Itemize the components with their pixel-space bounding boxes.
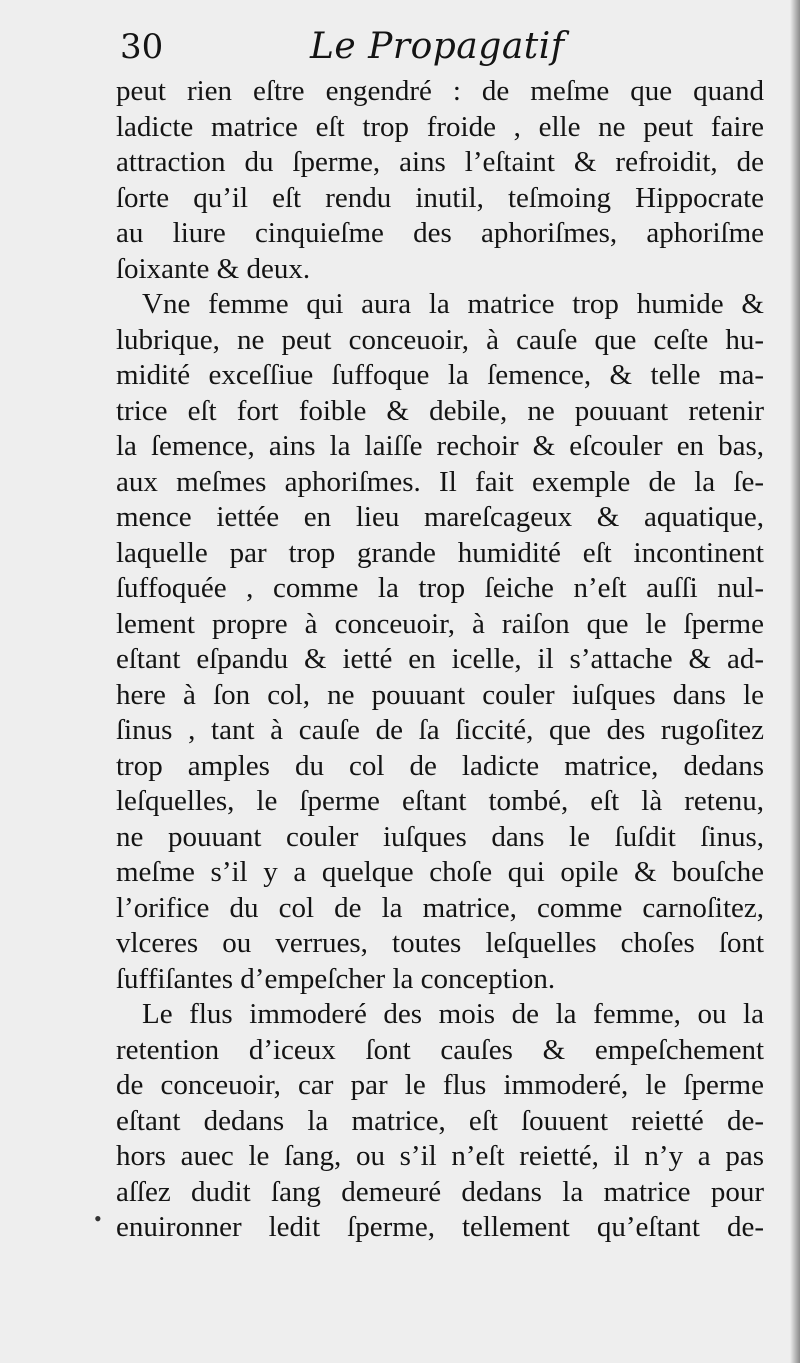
text-line: retention d’iceux ſont cauſes & empeſchement bbox=[116, 1033, 764, 1066]
text-line: ſinus , tant à cauſe de ſa ſiccité, que des rugoſitez bbox=[116, 714, 764, 746]
text-line: attraction du ſperme, ains l’eſtaint & refroidit, de bbox=[116, 146, 764, 178]
text-line: au liure cinquieſme des aphoriſmes, aphoriſme bbox=[116, 217, 764, 249]
margin-mark: • bbox=[94, 1206, 102, 1231]
text-line: laquelle par trop grande humidité eſt incontinent bbox=[116, 536, 764, 569]
text-line: lubrique, ne peut conceuoir, à cauſe que ceſte hu- bbox=[116, 323, 764, 356]
text-line: meſme s’il y a quelque choſe qui opile & bouſche bbox=[116, 856, 764, 888]
running-title: Le Propagatif bbox=[310, 26, 565, 67]
text-line: vlceres ou verrues, toutes leſquelles choſes ſont bbox=[116, 927, 764, 959]
paragraph-start-line: Vne femme qui aura la matrice trop humide & bbox=[142, 288, 764, 320]
page-header bbox=[120, 22, 760, 72]
paragraph-start-line: Le flus immoderé des mois de la femme, ou la bbox=[142, 998, 764, 1030]
page-number: 30 bbox=[120, 27, 164, 67]
text-line: trop amples du col de ladicte matrice, dedans bbox=[116, 749, 764, 782]
page-edge-shadow bbox=[790, 0, 800, 1363]
text-line: ſoixante & deux. bbox=[116, 252, 311, 285]
text-line: ne pouuant couler iuſques dans le ſuſdit ſinus, bbox=[116, 820, 764, 853]
text-line: ſorte qu’il eſt rendu inutil, teſmoing Hippocrate bbox=[116, 181, 764, 214]
text-line: l’orifice du col de la matrice, comme carnoſitez, bbox=[116, 891, 764, 924]
text-line: lement propre à conceuoir, à raiſon que le ſperme bbox=[116, 607, 764, 640]
text-line: ſuffiſantes d’empeſcher la conception. bbox=[116, 962, 556, 995]
text-line: enuironner ledit ſperme, tellement qu’eſtant de- bbox=[116, 1211, 764, 1243]
text-line: eſtant eſpandu & ietté en icelle, il s’attache & ad- bbox=[116, 643, 764, 675]
text-line: ladicte matrice eſt trop froide , elle ne peut faire bbox=[116, 110, 764, 143]
text-line: peut rien eſtre engendré : de meſme que quand bbox=[116, 75, 764, 107]
text-line: midité exceſſiue ſuffoque la ſemence, & telle ma- bbox=[116, 359, 764, 391]
text-line: mence iettée en lieu mareſcageux & aquatique, bbox=[116, 501, 764, 533]
body-text bbox=[116, 74, 764, 1246]
text-line: de conceuoir, car par le flus immoderé, le ſperme bbox=[116, 1069, 764, 1101]
text-line: eſtant dedans la matrice, eſt ſouuent reietté de- bbox=[116, 1104, 764, 1137]
text-line: here à ſon col, ne pouuant couler iuſques dans le bbox=[116, 678, 764, 711]
text-line: ſuffoquée , comme la trop ſeiche n’eſt auſſi nul- bbox=[116, 572, 764, 604]
text-line: hors auec le ſang, ou s’il n’eſt reietté, il n’y a pas bbox=[116, 1140, 764, 1172]
text-line: aux meſmes aphoriſmes. Il fait exemple de la ſe- bbox=[116, 465, 764, 498]
text-line: aſſez dudit ſang demeuré dedans la matrice pour bbox=[116, 1175, 764, 1208]
text-line: la ſemence, ains la laiſſe rechoir & eſcouler en bas, bbox=[116, 430, 764, 462]
text-line: trice eſt fort foible & debile, ne pouuant retenir bbox=[116, 394, 764, 427]
text-line: leſquelles, le ſperme eſtant tombé, eſt là retenu, bbox=[116, 785, 764, 817]
